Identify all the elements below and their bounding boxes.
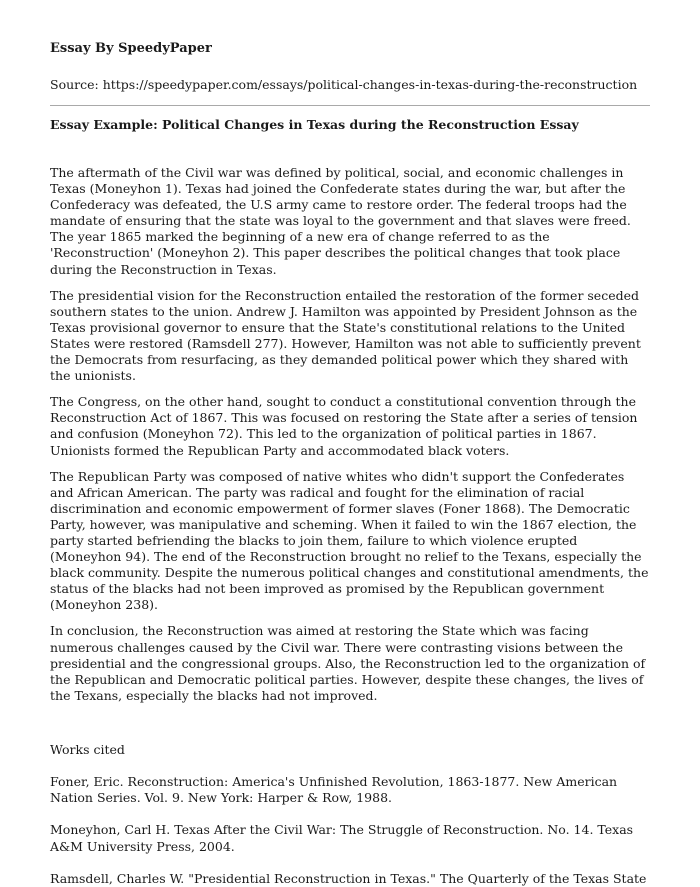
paragraph: The aftermath of the Civil war was defined by political, social, and economic challenges in Texas (Moneyhon 1). Texas had joined the Confederate states during the war, but after the Confederacy was defeated, the U.S army came to restore order. The federal troops had the mandate of ensuring that the state was loyal to the government and that slaves were freed. The year 1865 marked the beginning of a new era of change referred to as the 'Reconstruction' (Moneyhon 2). This paper describes the political changes that took place during the Reconstruction in Texas.	[50, 165, 631, 277]
source-line: Source: https://speedypaper.com/essays/political-changes-in-texas-during-the-reconstruction	[50, 77, 638, 92]
paragraph: In conclusion, the Reconstruction was aimed at restoring the State which was facing numerous challenges caused by the Civil war. There were contrasting visions between the presidential and the congressional groups. Also, the Reconstruction led to the organization of the Republican and Democratic political parties. However, despite these changes, the lives of the Texans, especially the blacks had not improved.	[50, 623, 646, 703]
divider	[50, 105, 650, 106]
paragraph: The Republican Party was composed of native whites who didn't support the Confederates and African American. The party was radical and fought for the elimination of racial discrimination and economic empowerment of former slaves (Foner 1868). The Democratic Party, however, was manipulative and scheming. When it failed to win the 1867 election, the party started befriending the blacks to join them, failure to which violence erupted (Moneyhon 94). The end of the Reconstruction brought no relief to the Texans, especially the black community. Despite the numerous political changes and constitutional amendments, the status of the blacks had not been improved as promised by the Republican government (Moneyhon 238).	[50, 468, 649, 613]
essay-body	[50, 165, 650, 704]
works-cited-heading: Works cited	[50, 741, 125, 757]
document-page	[50, 40, 650, 887]
essay-title: Essay Example: Political Changes in Texas during the Reconstruction Essay	[50, 117, 579, 132]
brand-heading: Essay By SpeedyPaper	[50, 41, 212, 56]
citation-entry: Moneyhon, Carl H. Texas After the Civil War: The Struggle of Reconstruction. No. 14. Texas A&M University Press, 2004.	[50, 822, 634, 854]
paragraph: The presidential vision for the Reconstruction entailed the restoration of the former seceded southern states to the union. Andrew J. Hamilton was appointed by President Johnson as the Texas provisional governor to ensure that the State's constitutional relations to the United States were restored (Ramsdell 277). However, Hamilton was not able to sufficiently prevent the Democrats from resurfacing, as they demanded political power which they shared with the unionists.	[50, 287, 641, 384]
citation-entry: Ramsdell, Charles W. "Presidential Reconstruction in Texas." The Quarterly of the Texas State	[50, 870, 647, 886]
paragraph: The Congress, on the other hand, sought to conduct a constitutional convention through the Reconstruction Act of 1867. This was focused on restoring the State after a series of tension and confusion (Moneyhon 72). This led to the organization of political parties in 1867. Unionists formed the Republican Party and accommodated black voters.	[50, 394, 638, 458]
citation-entry: Foner, Eric. Reconstruction: America's Unfinished Revolution, 1863-1877. New American Nation Series. Vol. 9. New York: Harper & Row, 1988.	[50, 773, 618, 806]
